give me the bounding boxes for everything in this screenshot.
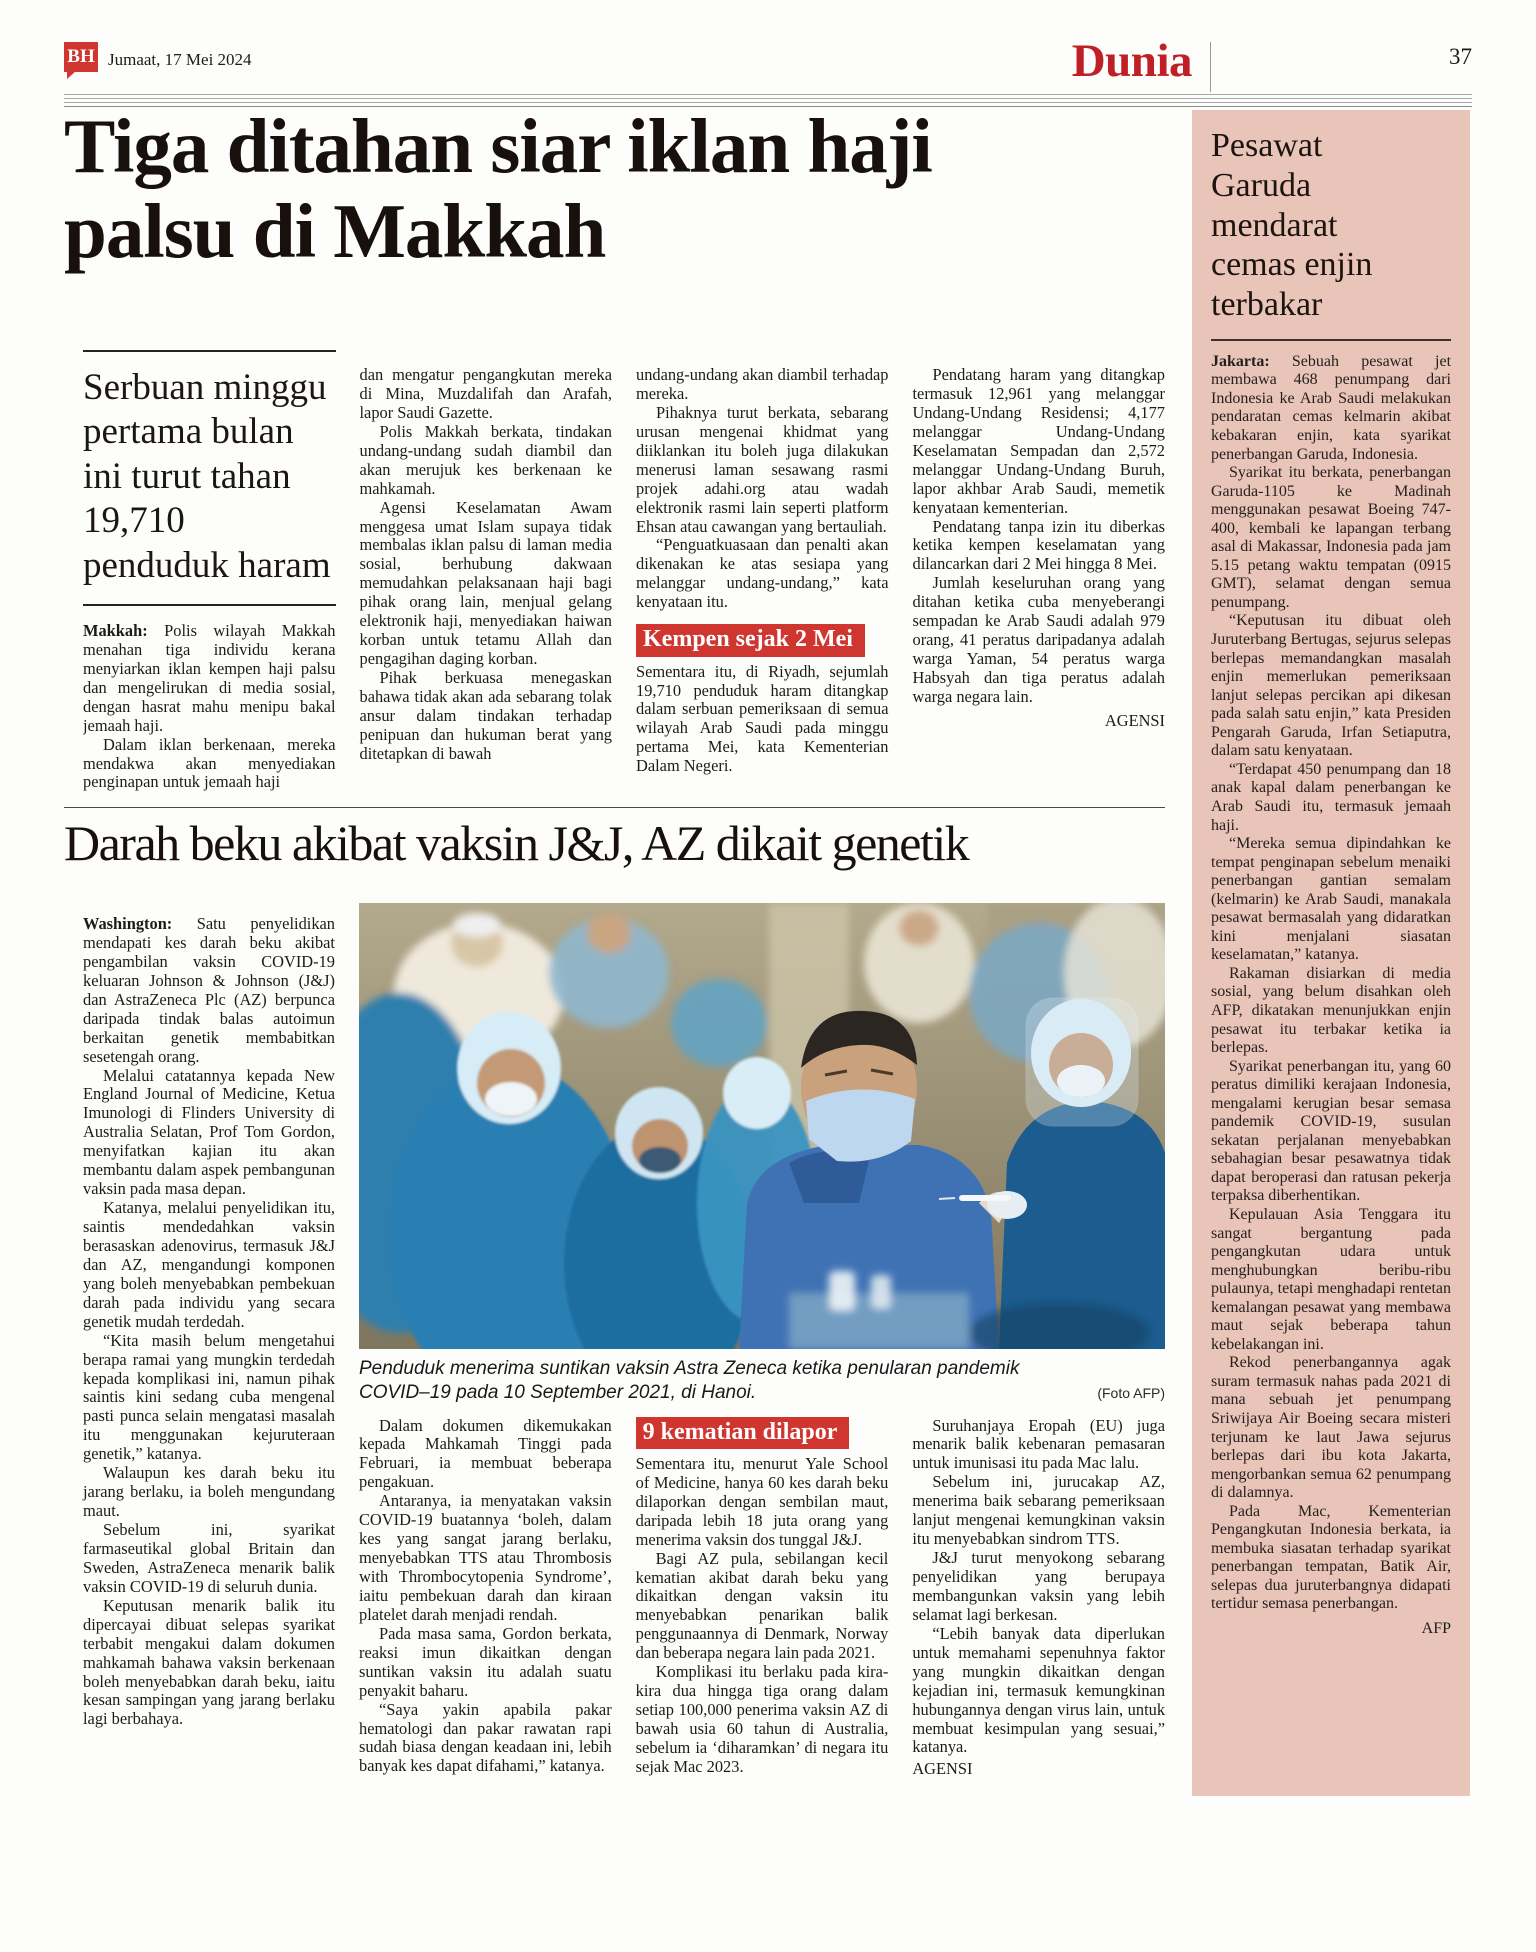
body-paragraph: Melalui catatannya kepada New England Journal of Medicine, Ketua Imunologi di Flinders University di Australia Selatan, Prof Tom Gordon, menyifatkan kajian itu akan membantu dalam aspek pembangunan vaksin pada masa depan.	[83, 1065, 335, 1199]
section-divider	[64, 807, 1165, 808]
article2-right	[359, 903, 1165, 1907]
body-paragraph: Pihak berkuasa menegaskan bahawa tidak akan ada sebarang tolak ansur dalam tindakan terhadap penipuan dan hukuman berat yang ditetapkan di bawah	[359, 668, 612, 763]
body-paragraph: Agensi Keselamatan Awam menggesa umat Islam supaya tidak membalas iklan palsu di laman media sosial, berhubung dakwaan memudahkan pelaksanaan haji bagi pihak orang lain, menjual gelang elektronik haji, menyediakan haiwan korban untuk tetamu Allah dan pengagihan daging korban.	[359, 497, 612, 669]
body-paragraph: Pada Mac, Kementerian Pengangkutan Indonesia berkata, ia membuka siasatan terhadap syarikat penerbangan tempatan, Batik Air, selepas dua juruterbangnya didapati tertidur semasa penerbangan.	[1211, 1502, 1451, 1613]
body-paragraph: Katanya, melalui penyelidikan itu, saintis mendedahkan vaksin berasaskan adenovirus, termasuk J&J dan AZ, mengandungi komponen yang boleh menyebabkan pembekuan darah pada individu yang secara genetik mudah terdedah.	[83, 1198, 335, 1331]
paragraph-text: Sebuah pesawat jet membawa 468 penumpang dari Indonesia ke Arab Saudi melakukan pendaratan cemas kelmarin akibat kebakaran enjin, kata syarikat penerbangan Garuda, Indonesia.	[1211, 352, 1452, 463]
body-paragraph: Pendatang tanpa izin itu diberkas ketika kempen keselamatan yang dilancarkan dari 2 Mei hingga 8 Mei.	[912, 516, 1165, 574]
body-paragraph: Suruhanjaya Eropah (EU) juga menarik balik kebenaran pemasaran untuk imunisasi itu pada Mac lalu.	[912, 1416, 1165, 1473]
byline: AFP	[1421, 1620, 1451, 1638]
body-paragraph: Keputusan menarik balik itu dipercayai dibuat selepas syarikat terbabit mengakui dalam dokumen mahkamah bahawa vaksin berkenaan boleh menyebabkan darah beku, iaitu kesan sampingan yang jarang berlaku lagi berbahaya.	[83, 1595, 335, 1729]
body-paragraph: Sementara itu, di Riyadh, sejumlah 19,710 penduduk haram ditangkap dalam serbuan pemeriksaan di semua wilayah Arab Saudi pada minggu pertama Mei, kata Kementerian Dalam Negeri.	[636, 661, 889, 776]
body-paragraph: dan mengatur pengangkutan mereka di Mina, Muzdalifah dan Arafah, lapor Saudi Gazette.	[359, 365, 612, 422]
body-paragraph: Syarikat itu berkata, penerbangan Garuda-1105 ke Madinah menggunakan pesawat Boeing 747-400, kembali ke lapangan terbang asal di Makassar, Indonesia pada jam 5.15 petang waktu tempatan (0915 GMT), selamat dengan semua penumpang.	[1211, 464, 1451, 611]
article2-col3	[636, 1417, 889, 1907]
body-paragraph: Walaupun kes darah beku itu jarang berlaku, ia boleh mengundang maut.	[83, 1463, 335, 1521]
body-paragraph: Jumlah keseluruhan orang yang ditahan ketika cuba menyeberangi sempadan ke Arab Saudi adalah 979 orang, 41 peratus daripadanya adalah warga Yaman, 54 peratus warga Habsyah dan tiga peratus adalah warga negara lain.	[912, 573, 1165, 706]
article2-body	[83, 903, 1165, 1907]
body-paragraph: Kepulauan Asia Tenggara itu sangat bergantung pada pengangkutan udara untuk menghubungkan beribu-ribu pulaunya, tetapi menghadapi rentetan kemalangan pesawat yang membawa maut sejak beberapa tahun kebelakangan ini.	[1211, 1205, 1451, 1353]
article1-subhead: Serbuan minggu pertama bulan ini turut tahan 19,710 penduduk haram	[83, 367, 331, 586]
body-paragraph: Sementara itu, menurut Yale School of Medicine, hanya 60 kes darah beku dilaporkan dengan sembilan maut, daripada lebih 18 juta orang yang menerima vaksin dos tunggal J&J.	[635, 1453, 889, 1549]
dateline: Makkah:	[83, 620, 148, 640]
article1-col3	[636, 350, 889, 806]
photo-caption	[359, 1349, 1165, 1407]
caption-text: Penduduk menerima suntikan vaksin Astra Zeneca ketika penularan pandemik COVID–19 pada 10 September 2021, di Hanoi.	[359, 1358, 1020, 1403]
article1-col4	[913, 350, 1166, 806]
body-paragraph: “Mereka semua dipindahkan ke tempat penginapan sebelum menaiki penerbangan gantian semalam (kelmarin) ke Arab Saudi, manakala pesawat bermasalah yang didaratkan kini menjalani siasatan keselamatan,” katanya.	[1211, 835, 1451, 964]
body-paragraph: “Saya yakin apabila pakar hematologi dan pakar rawatan rapi sudah biasa dengan keadaan ini, lebih banyak kes dapat difahami,” katanya.	[359, 1699, 612, 1776]
body-paragraph: Sebelum ini, jurucakap AZ, menerima baik sebarang pemeriksaan lanjut mengenai kemungkinan vaksin itu menyebabkan sindrom TTS.	[912, 1472, 1165, 1549]
article2-col4	[912, 1417, 1165, 1907]
body-paragraph: Pada masa sama, Gordon berkata, reaksi imun dikaitkan dengan suntikan vaksin itu adalah suatu penyakit baharu.	[359, 1623, 612, 1700]
body-paragraph: Rakaman disiarkan di media sosial, yang belum disahkan oleh AFP, dikatakan menunjukkan enjin pesawat itu terbakar ketika ia berlepas.	[1211, 964, 1451, 1057]
body-paragraph	[83, 915, 335, 1067]
body-paragraph: “Keputusan itu dibuat oleh Juruterbang Bertugas, sejurus selepas berlepas memandangkan masalah enjin memerlukan pemeriksaan lanjut selepas percikan api dikesan pada salah satu enjin,” kata Presiden Pengarah Garuda, Irfan Setiaputra, dalam satu kenyataan.	[1211, 612, 1451, 760]
article2-headline: Darah beku akibat vaksin J&J, AZ dikait genetik	[64, 815, 969, 871]
body-paragraph: “Lebih banyak data diperlukan untuk memahami sepenuhnya faktor yang mungkin dikaitkan dengan kejadian ini, termasuk kemungkinan hubungannya dengan virus lain, untuk membuat kesimpulan yang sesuai,” katanya.	[912, 1623, 1165, 1757]
body-paragraph: Sebelum ini, syarikat farmaseutikal global Britain dan Sweden, AstraZeneca menarik balik vaksin COVID-19 di seluruh dunia.	[83, 1520, 335, 1596]
body-paragraph: Antaranya, ia menyatakan vaksin COVID-19 buatannya ‘boleh, dalam kes yang sangat jarang berlaku, menyebabkan TTS atau Thrombosis with Thrombocytopenia Syndrome’, iaitu pembekuan darah dan kiraan platelet darah menjadi rendah.	[359, 1491, 612, 1624]
header-vertical-divider	[1210, 42, 1211, 92]
body-paragraph: “Kita masih belum mengetahui berapa ramai yang mungkin terdedah kepada komplikasi ini, namun pihak saintis kini sedang cuba mengenal pasti punca selain mengatasi masalah itu menggunakan kejuruteraan genetik,” katanya.	[83, 1330, 335, 1464]
body-paragraph: Bagi AZ pula, sebilangan kecil kematian akibat darah beku yang dikaitkan dengan vaksin itu menyebabkan penarikan balik penggunaannya di Denmark, Norway dan beberapa negara lain pada 2021.	[635, 1548, 889, 1663]
body-paragraph: “Penguatkuasaan dan penalti akan dikenakan ke atas sesiapa yang melanggar undang-undang,” kata kenyataan itu.	[636, 535, 889, 612]
photo-vaccination	[359, 903, 1165, 1349]
article1-col2	[360, 350, 613, 806]
body-paragraph: Rekod penerbangannya agak suram termasuk nahas pada 2021 di mana sebuah jet penumpang Sriwijaya Air Boeing secara misteri terjunam ke laut Jawa sejurus berlepas dari ibu kota Jakarta, mengorbankan semua 62 penumpang di dalamnya.	[1211, 1354, 1451, 1502]
body-paragraph: “Terdapat 450 penumpang dan 18 anak kapal dalam penerbangan ke Arab Saudi itu, termasuk jemaah haji.	[1211, 760, 1451, 834]
bh-logo-text: BH	[67, 46, 95, 67]
byline: AGENSI	[912, 1759, 973, 1779]
sidebar-rule	[1211, 339, 1451, 341]
sidebar-article	[1192, 110, 1470, 1796]
article2-columns	[359, 1417, 1165, 1907]
body-paragraph	[83, 622, 336, 736]
body-paragraph: Pihaknya turut berkata, sebarang urusan mengenai khidmat yang diiklankan itu boleh juga dilakukan menerusi laman sesawang rasmi projek adahi.org atau wadah elektronik rasmi lain seperti platform Ehsan atau cawangan yang bertauliah.	[636, 402, 889, 536]
article1-headline: Tiga ditahan siar iklan haji palsu di Makkah	[64, 103, 932, 274]
subhead-rule-top	[83, 350, 336, 352]
article2-col2	[359, 1417, 612, 1907]
section-title: Dunia	[1071, 35, 1192, 87]
body-paragraph: Dalam dokumen dikemukakan kepada Mahkamah Tinggi pada Februari, ia membuat beberapa pengakuan.	[359, 1416, 612, 1492]
photo-credit: (Foto AFP)	[1097, 1385, 1165, 1401]
issue-date: Jumaat, 17 Mei 2024	[108, 50, 252, 69]
article1-columns	[83, 350, 1165, 806]
body-paragraph: Pendatang haram yang ditangkap termasuk 12,961 yang melanggar Undang-Undang Residensi; 4,177 melanggar Undang-Undang Keselamatan Sempadan dan 2,572 melanggar Undang-Undang Buruh, lapor akhbar Arab Saudi, memetik kenyataan kementerian.	[912, 365, 1165, 517]
sidebar-headline: Pesawat Garuda mendarat cemas enjin terbakar	[1211, 127, 1373, 324]
paragraph-text: Polis wilayah Makkah menahan tiga individu kerana menyiarkan iklan kempen haji palsu dan mengelirukan di media sosial, dengan hasrat mahu menipu bakal jemaah haji.	[83, 620, 336, 735]
byline: AGENSI	[1104, 710, 1165, 730]
photo-illustration	[359, 903, 1165, 1349]
bh-logo	[64, 42, 98, 72]
body-paragraph: undang-undang akan diambil terhadap mereka.	[636, 365, 889, 403]
subsection-label: 9 kematian dilapor	[636, 1417, 850, 1449]
page-number: 37	[1449, 44, 1472, 69]
paragraph-text: Satu penyelidikan mendapati kes darah beku akibat pengambilan vaksin COVID-19 keluaran Johnson & Johnson (J&J) dan AstraZeneca Plc (AZ) berpunca daripada tindak balas autoimun berkaitan genetik membabitkan sesetengah orang.	[83, 914, 335, 1066]
body-paragraph: Polis Makkah berkata, tindakan undang-undang sudah diambil dan akan merujuk kes berkenaan ke mahkamah.	[359, 421, 612, 498]
dateline: Washington:	[83, 914, 173, 933]
article2-col1	[83, 903, 335, 1907]
body-paragraph	[1211, 353, 1451, 464]
body-paragraph: Syarikat penerbangan itu, yang 60 peratus dimiliki kerajaan Indonesia, mengalami kerugian besar semasa pandemik COVID-19, susulan sekatan perjalanan menyebabkan sebahagian besar pesawatnya tidak dapat beroperasi dan ratusan pekerja terpaksa diberhentikan.	[1211, 1057, 1451, 1205]
body-paragraph: Dalam iklan berkenaan, mereka mendakwa akan menyediakan penginapan untuk jemaah haji	[83, 734, 336, 792]
body-paragraph: Komplikasi itu berlaku pada kira-kira dua hingga tiga orang dalam setiap 100,000 penerima vaksin AZ di bawah usia 60 tahun di Australia, sebelum ia ‘diharamkan’ di negara itu sejak Mac 2023.	[635, 1662, 889, 1776]
subsection-label: Kempen sejak 2 Mei	[636, 624, 865, 656]
dateline: Jakarta:	[1211, 352, 1270, 370]
subhead-rule-bottom	[83, 604, 336, 606]
article1-col1	[83, 350, 336, 806]
body-paragraph: J&J turut menyokong sebarang penyelidikan yang berupaya membangunkan vaksin yang lebih selamat lagi berkesan.	[912, 1548, 1165, 1624]
